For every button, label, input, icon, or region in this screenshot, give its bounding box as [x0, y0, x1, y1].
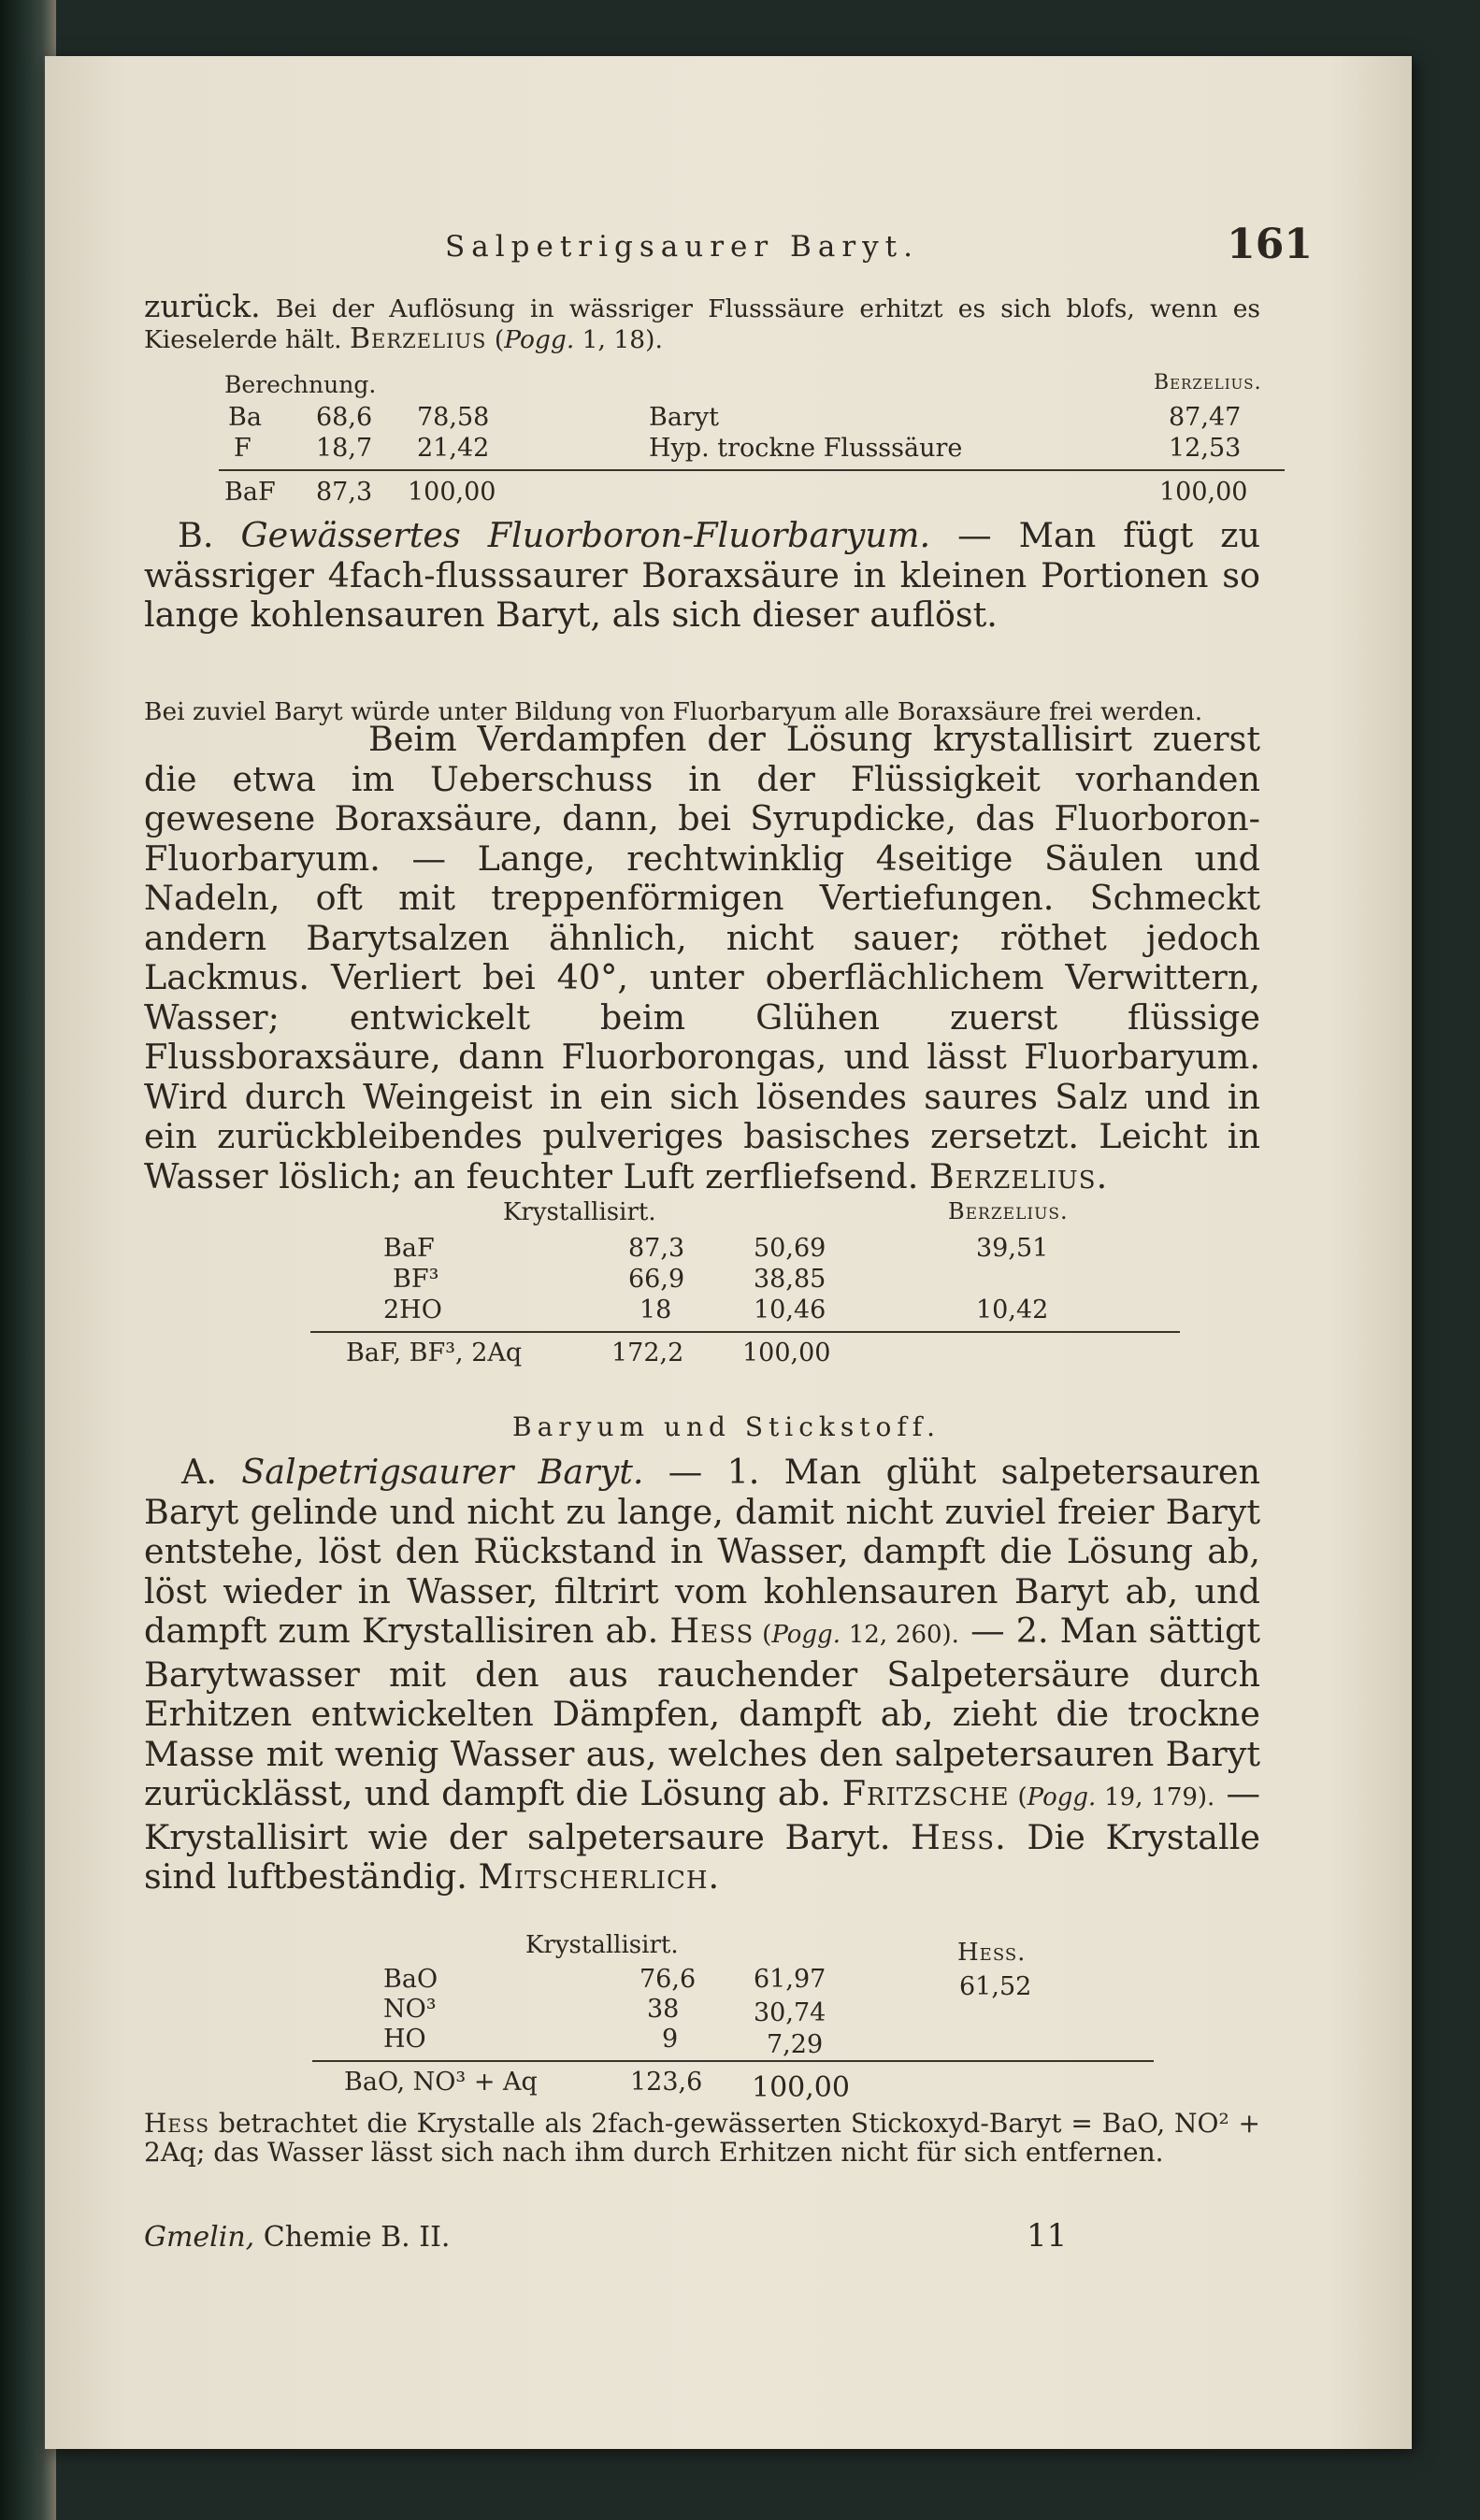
- table-cell: 7,29: [767, 2030, 824, 2059]
- paragraph-footnote: [144, 2109, 1260, 2167]
- table-cell: 38: [647, 1995, 680, 2024]
- paragraph-fluorboron-cont: [144, 720, 1260, 1196]
- table-cell: 87,3: [628, 1234, 685, 1263]
- table-cell: 10,46: [754, 1296, 826, 1324]
- author-name: Hess: [669, 1611, 754, 1651]
- journal-name: Pogg.: [1027, 1783, 1097, 1811]
- table-cell: 76,6: [639, 1965, 697, 1994]
- ref-rest: 1, 18).: [574, 325, 663, 354]
- table-cell: F: [234, 434, 251, 463]
- book-page: [45, 56, 1412, 2449]
- ref-open: (: [1009, 1783, 1027, 1811]
- paragraph-text: — 1. Man glüht salpetersauren Baryt gelinde und nicht zu lange, damit nicht zuviel freier Baryt entstehe, löst den Rückstand in Wasser, dampft die Lösung ab, löst wieder in Wasser, filtrirt vom kohlensauren Baryt ab, und dampft zum Krystallisiren ab.: [144, 1452, 1260, 1651]
- table-cell: BaF: [383, 1234, 435, 1263]
- author-name: Hess: [144, 2108, 210, 2139]
- author-name: Hess.: [911, 1816, 1007, 1857]
- author-name: Berzelius: [349, 322, 487, 355]
- journal-name: Pogg.: [771, 1621, 841, 1649]
- table-head-author: Berzelius.: [948, 1198, 1069, 1224]
- section-label: B.: [178, 515, 214, 555]
- section-label: A.: [181, 1452, 217, 1492]
- running-head: Salpetrigsaurer Baryt.: [445, 230, 919, 264]
- table-cell: 78,58: [417, 403, 490, 432]
- page-number: 161: [1227, 221, 1313, 268]
- table-total-cell: BaF, BF³, 2Aq: [346, 1339, 523, 1367]
- table-cell: 68,6: [316, 403, 373, 432]
- table-rule: [310, 1331, 1180, 1333]
- paragraph-text: Beim Verdampfen der Lösung krystallisirt zuerst die etwa im Ueberschuss in der Flüssigkeit vorhanden gewesene Boraxsäure, dann, bei Syrupdicke, das Fluorboron-Fluorbaryum. — Lange, rechtwinklig 4seitige Säulen und Nadeln, oft mit treppenförmigen Vertiefungen. Schmeckt andern Barytsalzen ähnlich, nicht sauer; röthet jedoch Lackmus. Verliert bei 40°, unter oberflächlichem Verwittern, Wasser; entwickelt beim Glühen zuerst flüssige Flussboraxsäure, dann Fluorborongas, und lässt Fluorbaryum. Wird durch Weingeist in ein sich lösendes saures Salz und in ein zurückbleibendes pulveriges basisches zersetzt. Leicht in Wasser löslich; an feuchter Luft zerfliefsend.: [144, 719, 1260, 1196]
- table-cell: 21,42: [417, 434, 490, 463]
- table-cell: 2HO: [383, 1296, 442, 1324]
- author-name: Mitscherlich.: [478, 1856, 721, 1897]
- table-cell: NO³: [383, 1995, 437, 2024]
- table-total-cell: 87,3: [316, 478, 373, 507]
- table-cell: 18,7: [316, 434, 373, 463]
- table-cell: 66,9: [628, 1265, 685, 1294]
- paragraph-text: Bei zuviel Baryt würde unter Bildung von Fluorbaryum alle Boraxsäure frei werden.: [144, 697, 1203, 726]
- table-cell: 61,97: [754, 1965, 826, 1994]
- table-head-calc: Krystallisirt.: [525, 1931, 679, 1959]
- table-cell: BF³: [393, 1265, 439, 1294]
- table-cell: BaO: [383, 1965, 438, 1994]
- ref-open: (: [486, 325, 505, 354]
- section-title: Baryum und Stickstoff.: [512, 1411, 941, 1442]
- lead-word: zurück.: [144, 288, 261, 324]
- book-title: Chemie B. II.: [254, 2221, 451, 2254]
- book-footer: [144, 2221, 450, 2254]
- paragraph-fluorboron: [144, 516, 1260, 636]
- table-total-cell: BaO, NO³ + Aq: [344, 2068, 538, 2097]
- table-cell: 50,69: [754, 1234, 826, 1263]
- table-cell: 12,53: [1169, 434, 1242, 463]
- table-total-cell: 100,00: [1159, 478, 1248, 507]
- table-head-author: Berzelius.: [1154, 371, 1262, 394]
- table-cell: HO: [383, 2025, 426, 2054]
- page-header: [144, 213, 1313, 269]
- table-total-cell: 100,00: [408, 478, 496, 507]
- author-name: Berzelius.: [928, 1155, 1109, 1196]
- table-head-calc: Krystallisirt.: [503, 1198, 656, 1226]
- journal-name: Pogg.: [504, 325, 575, 354]
- ref-rest: 12, 260).: [840, 1621, 959, 1649]
- table-cell: 61,52: [959, 1972, 1032, 2001]
- ref-open: (: [754, 1621, 772, 1649]
- table-total-cell: BaF: [224, 478, 276, 507]
- table-total-cell: 123,6: [630, 2068, 703, 2097]
- table-head-author: Hess.: [957, 1939, 1027, 1967]
- table-cell: Ba: [228, 403, 262, 432]
- author-name: Fritzsche: [841, 1773, 1010, 1813]
- table-total-cell: 100,00: [742, 1339, 831, 1367]
- compound-title: Salpetrigsaurer Baryt.: [241, 1452, 644, 1492]
- table-rule: [219, 469, 1285, 471]
- ref-rest: 19, 179).: [1096, 1783, 1215, 1811]
- table-head-calc: Berechnung.: [224, 371, 377, 398]
- table-cell: 9: [662, 2025, 679, 2054]
- printer-signature: 11: [1027, 2217, 1068, 2255]
- paragraph-continuation: [144, 288, 1260, 355]
- table-cell: Baryt: [649, 403, 719, 432]
- table-rule: [312, 2060, 1154, 2062]
- table-cell: 10,42: [976, 1296, 1049, 1324]
- table-total-cell: 172,2: [611, 1339, 684, 1367]
- paragraph-salpetrig: [144, 1453, 1260, 1897]
- paragraph-text: — 2. Man sättigt Barytwasser mit den aus rauchender Salpetersäure durch Erhitzen entwickelten Dämpfen, dampft ab, zieht die trockne Masse mit wenig Wasser aus, welches den salpetersauren Baryt zurücklässt, und dampft die Lösung ab.: [144, 1611, 1260, 1813]
- table-cell: 38,85: [754, 1265, 826, 1294]
- table-cell: 39,51: [976, 1234, 1049, 1263]
- compound-title: Gewässertes Fluorboron-Fluorbaryum.: [240, 515, 931, 555]
- paragraph-text: — Man fügt zu wässriger 4fach-flusssaurer Boraxsäure in kleinen Portionen so lange kohlensauren Baryt, als sich dieser auflöst.: [144, 515, 1260, 635]
- table-cell: 87,47: [1169, 403, 1242, 432]
- paragraph-text: — Krystallisirt wie der salpetersaure Baryt.: [144, 1773, 1260, 1857]
- paragraph-text: Die Krystalle sind luftbeständig.: [144, 1816, 1260, 1897]
- table-cell: Hyp. trockne Flusssäure: [649, 434, 963, 463]
- book-author: Gmelin,: [144, 2221, 255, 2254]
- paragraph-text: Bei der Auflösung in wässriger Flusssäure erhitzt es sich blofs, wenn es Kieselerde hält.: [144, 294, 1260, 354]
- table-total-cell: 100,00: [752, 2071, 850, 2104]
- paragraph-text: betrachtet die Krystalle als 2fach-gewässerten Stickoxyd-Baryt = BaO, NO² + 2Aq; das Wasser lässt sich nach ihm durch Erhitzen nicht für sich entfernen.: [144, 2108, 1260, 2168]
- table-cell: 30,74: [754, 1998, 826, 2027]
- table-cell: 18: [639, 1296, 672, 1324]
